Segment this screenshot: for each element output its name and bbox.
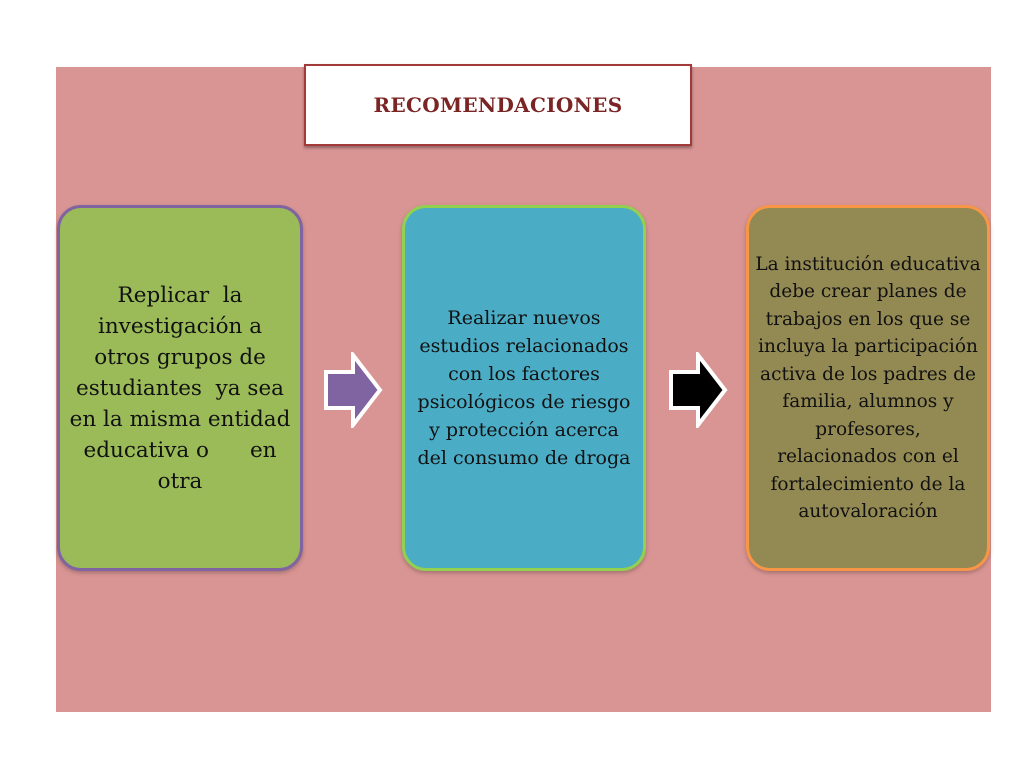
recommendation-text-1: Replicar la investigación a otros grupos de estudiantes ya sea en la misma entidad educativa o en otra <box>69 282 325 494</box>
right-arrow-icon <box>668 352 728 428</box>
recommendation-card-3 <box>746 205 990 571</box>
recommendation-card-1 <box>57 205 325 571</box>
right-arrow-icon <box>323 352 383 428</box>
diagram-title: RECOMENDACIONES <box>373 93 623 117</box>
recommendation-text-3: La institución educativa debe crear planes de trabajos en los que se incluya la participación activa de los padres de familia, alumnos y profesores, relacionados con el fortalecimiento de la autovaloración <box>755 253 981 522</box>
recommendation-text-2: Realizar nuevos estudios relacionados con los factores psicológicos de riesgo y protección acerca del consumo de droga <box>417 307 631 469</box>
recommendation-card-2 <box>402 205 646 571</box>
title-box <box>304 64 692 146</box>
